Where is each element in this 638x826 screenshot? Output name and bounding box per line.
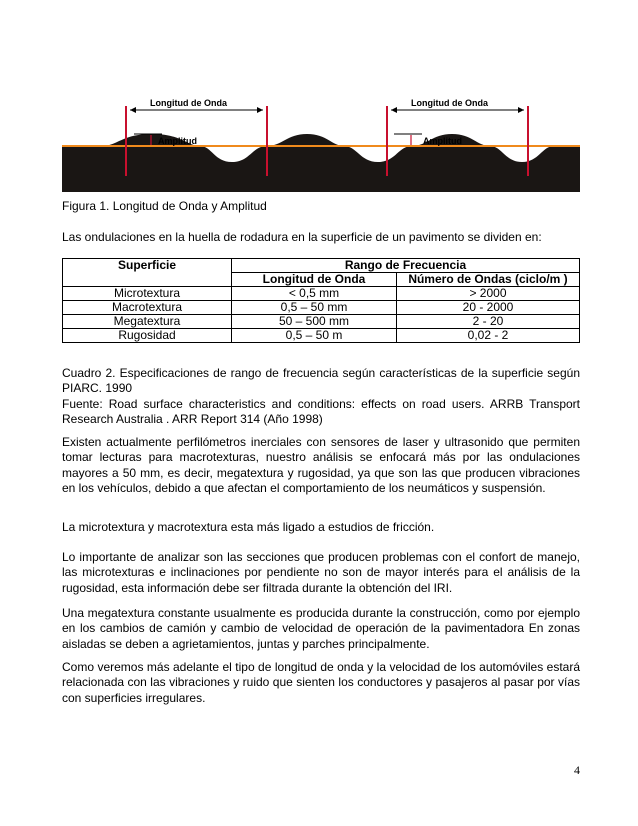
- paragraph-friction: La microtextura y macrotextura esta más ligado a estudios de fricción.: [62, 520, 435, 534]
- header-wavelength: Longitud de Onda: [232, 273, 397, 287]
- wavelength-amplitude-figure: [62, 96, 580, 192]
- cell-surface: Rugosidad: [63, 329, 232, 343]
- frequency-range-table: [62, 258, 580, 343]
- table-row: [63, 287, 580, 301]
- paragraph-sensors: Existen actualmente perfilómetros inerciales con sensores de laser y ultrasonido que permiten tomar lecturas para macrotexturas, nuestro análisis se enfocará más por las ondulaciones mayores a 50 mm, es decir, megatextura y rugosidad, ya que son las que producen vibraciones en los vehículos, debido a que afectan el comportamiento de los neumáticos y suspensión.: [62, 435, 580, 495]
- cell-waves: 20 - 2000: [397, 301, 580, 315]
- table-row: [63, 329, 580, 343]
- cell-wavelength: 0,5 – 50 mm: [232, 301, 397, 315]
- cell-waves: 0,02 - 2: [397, 329, 580, 343]
- header-frequency-range: Rango de Frecuencia: [232, 259, 580, 273]
- amplitude-label-right: Amplitud: [423, 136, 462, 146]
- cell-wavelength: < 0,5 mm: [232, 287, 397, 301]
- amplitude-label-left: Amplitud: [158, 136, 197, 146]
- cell-surface: Megatextura: [63, 315, 232, 329]
- header-surface: Superficie: [63, 259, 232, 287]
- cell-surface: Microtextura: [63, 287, 232, 301]
- table-caption: Cuadro 2. Especificaciones de rango de frecuencia según características de la superficie según PIARC. 1990: [62, 366, 580, 396]
- cell-waves: > 2000: [397, 287, 580, 301]
- cell-waves: 2 - 20: [397, 315, 580, 329]
- paragraph-megatexture: Una megatextura constante usualmente es producida durante la construcción, como por ejemplo en los cambios de camión y cambio de velocidad de operación de la pavimentadora En zonas aisladas se deben a agrietamientos, juntas y parches principalmente.: [62, 606, 580, 651]
- source-citation: Fuente: Road surface characteristics and conditions: effects on road users. ARRB Transport Research Australia . ARR Report 314 (Año 1998): [62, 397, 580, 427]
- paragraph-vibrations: Como veremos más adelante el tipo de longitud de onda y la velocidad de los automóviles estará relacionada con las vibraciones y ruido que sienten los conductores y pasajeros al pasar por vías con superficies irregulares.: [62, 660, 580, 705]
- header-wave-number: Número de Ondas (ciclo/m ): [397, 273, 580, 287]
- cell-surface: Macrotextura: [63, 301, 232, 315]
- pavement-profile: [62, 134, 580, 192]
- table-header-row: [63, 259, 580, 273]
- cell-wavelength: 0,5 – 50 m: [232, 329, 397, 343]
- page-number: 4: [574, 763, 580, 777]
- table-row: [63, 301, 580, 315]
- cell-wavelength: 50 – 500 mm: [232, 315, 397, 329]
- figure-caption: Figura 1. Longitud de Onda y Amplitud: [62, 199, 267, 213]
- wavelength-label-right: Longitud de Onda: [411, 98, 488, 108]
- intro-text: Las ondulaciones en la huella de rodadura en la superficie de un pavimento se dividen en:: [62, 230, 542, 244]
- table-row: [63, 315, 580, 329]
- wavelength-label-left: Longitud de Onda: [150, 98, 227, 108]
- paragraph-comfort: Lo importante de analizar son las secciones que producen problemas con el confort de manejo, las microtexturas e inclinaciones por pendiente no son de mayor interés para el análisis de la rugosidad, esta información debe ser filtrada durante la obtención del IRI.: [62, 550, 580, 595]
